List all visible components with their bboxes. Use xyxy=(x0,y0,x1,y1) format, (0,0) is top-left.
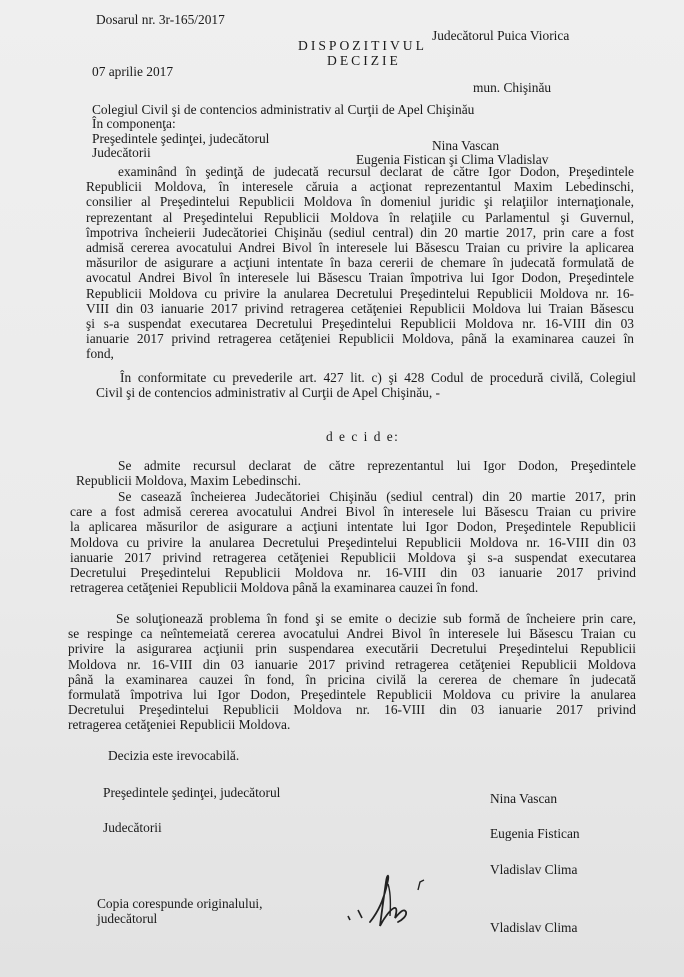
conformity-line: În conformitate cu prevederile art. 427 lit. c) şi 428 Codul de procedură civilă, Colegiul xyxy=(120,370,636,385)
resolution-line: privire la asigurarea acţiunii prin suspendarea executării Decretului Preşedintelui Republicii xyxy=(68,641,636,657)
composition-label: În componenţa: xyxy=(92,116,176,131)
resolution-line: formulată împotriva lui Igor Dodon, Preşedintele Republicii Moldova cu privire la anularea xyxy=(68,687,636,703)
signature-judges-label: Judecătorii xyxy=(103,820,162,835)
resolution-line: Decretului Preşedintelui Republicii Moldova nr. 16-VIII din 03 ianuarie 2017 privind xyxy=(68,702,636,718)
admit-paragraph xyxy=(76,458,636,488)
conformity-line: Civil şi de contencios administrativ al Curţii de Apel Chişinău, - xyxy=(96,385,441,401)
resolution-line: se respinge ca neîntemeiată cererea avocatului Andrei Bivol în interesele lui Băsescu Traian cu xyxy=(68,626,636,642)
signature-judge-2: Vladislav Clima xyxy=(490,862,578,877)
decide-heading: d e c i d e: xyxy=(326,429,400,444)
copy-certification: Copia corespunde originalului, xyxy=(97,896,263,911)
judges-names: Eugenia Fistican şi Clima Vladislav xyxy=(356,152,549,167)
examining-line: Republicii Moldova, în interesele căruia a acţionat reprezentantul Maxim Lebedinschi, xyxy=(86,179,634,195)
signature-president-name: Nina Vascan xyxy=(490,791,558,806)
annul-line: Se casează încheierea Judecătoriei Chişinău (sediul central) din 20 martie 2017, prin xyxy=(118,489,636,504)
examining-line: împotriva încheierii Judecătoriei Chişinău (sediul central) din 20 martie 2017, prin care a fost xyxy=(86,224,634,240)
decision-place: mun. Chişinău xyxy=(473,80,552,95)
examining-line: avocatul Andrei Bivol în interesele lui Băsescu Traian împotriva lui Igor Dodon, Preşedintele xyxy=(86,270,634,286)
examining-line: Republicii Moldova cu privire la anularea Decretului Preşedintelui Republicii Moldova nr. 16- xyxy=(86,285,634,301)
annul-line: Moldova cu privire la anularea Decretului Preşedintelui Republicii Moldova nr. 16-VIII din 03 xyxy=(70,534,636,550)
resolution-line: retragerea cetăţeniei Republicii Moldova. xyxy=(68,717,291,733)
handwritten-signature xyxy=(340,860,440,940)
resolution-line: Moldova nr. 16-VIII din 03 ianuarie 2017 privind retragerea cetăţeniei Republicii Moldova xyxy=(68,656,636,672)
case-number: Dosarul nr. 3r-165/2017 xyxy=(96,12,225,27)
resolution-line: Se soluţionează problema în fond şi se emite o decizie sub formă de încheiere prin care, xyxy=(116,611,636,626)
decision-date: 07 aprilie 2017 xyxy=(92,64,174,79)
examining-line: VIII din 03 ianuarie 2017 privind retragerea cetăţeniei Republicii Moldova lui Traian Băsescu xyxy=(86,300,634,316)
college-name: Colegiul Civil şi de contencios administrativ al Curţii de Apel Chişinău xyxy=(92,102,475,117)
examining-line: reprezentant al Preşedintelui Republicii Moldova în relaţiile cu Parlamentul şi Guvernul, xyxy=(86,209,634,225)
annul-line: ianuarie 2017 privind retragerea cetăţeniei Republicii Moldova şi s-a suspendat executarea xyxy=(70,549,636,565)
examining-line: şi s-a suspendat executarea Decretului Preşedintelui Republicii Moldova nr. 16-VIII din 03 xyxy=(86,316,634,332)
admit-line: Republicii Moldova, Maxim Lebedinschi. xyxy=(76,473,301,489)
resolution-paragraph xyxy=(68,611,636,733)
copy-judge-label: judecătorul xyxy=(97,911,158,926)
conformity-paragraph xyxy=(96,370,636,400)
examining-line: admisă cererea avocatului Andrei Bivol în interesele lui Băsescu Traian cu privire la aplicarea xyxy=(86,240,634,256)
signature-president-label: Preşedintele şedinţei, judecătorul xyxy=(103,785,281,800)
examining-line: examinând în şedinţă de judecată recursul declarat de către Igor Dodon, Preşedintele xyxy=(118,164,634,179)
annul-line: la aplicarea măsurilor de asigurare a acţiuni intentate lui Igor Dodon, Preşedintele Republicii xyxy=(70,519,636,535)
annul-line: Decretului Preşedintelui Republicii Moldova nr. 16-VIII din 03 ianuarie 2017 privind xyxy=(70,565,636,581)
examining-line: măsurilor de asigurare a acţiuni intentate în baza cererii de chemare în judecată formulată de xyxy=(86,255,634,271)
signature-judge-1: Eugenia Fistican xyxy=(490,826,580,841)
copy-judge-name: Vladislav Clima xyxy=(490,920,578,935)
examining-line: fond, xyxy=(86,346,114,362)
irrevocable-note: Decizia este irevocabilă. xyxy=(108,748,240,763)
resolution-line: până la examinarea cauzei în fond, în pricina civilă la cererea de chemare în judecată xyxy=(68,671,636,687)
examining-line: consilier al Preşedintelui Republicii Moldova în domeniul juridic şi relaţiilor internaţionale, xyxy=(86,194,634,210)
judges-label: Judecătorii xyxy=(92,145,151,160)
admit-line: Se admite recursul declarat de către reprezentantul lui Igor Dodon, Preşedintele xyxy=(118,458,636,473)
annul-line: care a fost admisă cererea avocatului Andrei Bivol în interesele lui Băsescu Traian cu privire xyxy=(70,504,636,520)
president-name: Nina Vascan xyxy=(432,138,500,153)
examining-paragraph xyxy=(86,164,634,362)
examining-line: ianuarie 2017 privind retragerea cetăţeniei Republicii Moldova, până la examinarea cauzei în xyxy=(86,331,634,347)
annul-line: retragerea cetăţeniei Republicii Moldova până la examinarea cauzei în fond. xyxy=(70,580,479,596)
document-subtitle: DECIZIE xyxy=(327,53,401,68)
president-label: Preşedintele şedinţei, judecătorul xyxy=(92,131,270,146)
document-title: DISPOZITIVUL xyxy=(298,38,427,53)
annul-paragraph xyxy=(70,489,636,595)
presiding-judge-label: Judecătorul Puica Viorica xyxy=(432,28,570,43)
